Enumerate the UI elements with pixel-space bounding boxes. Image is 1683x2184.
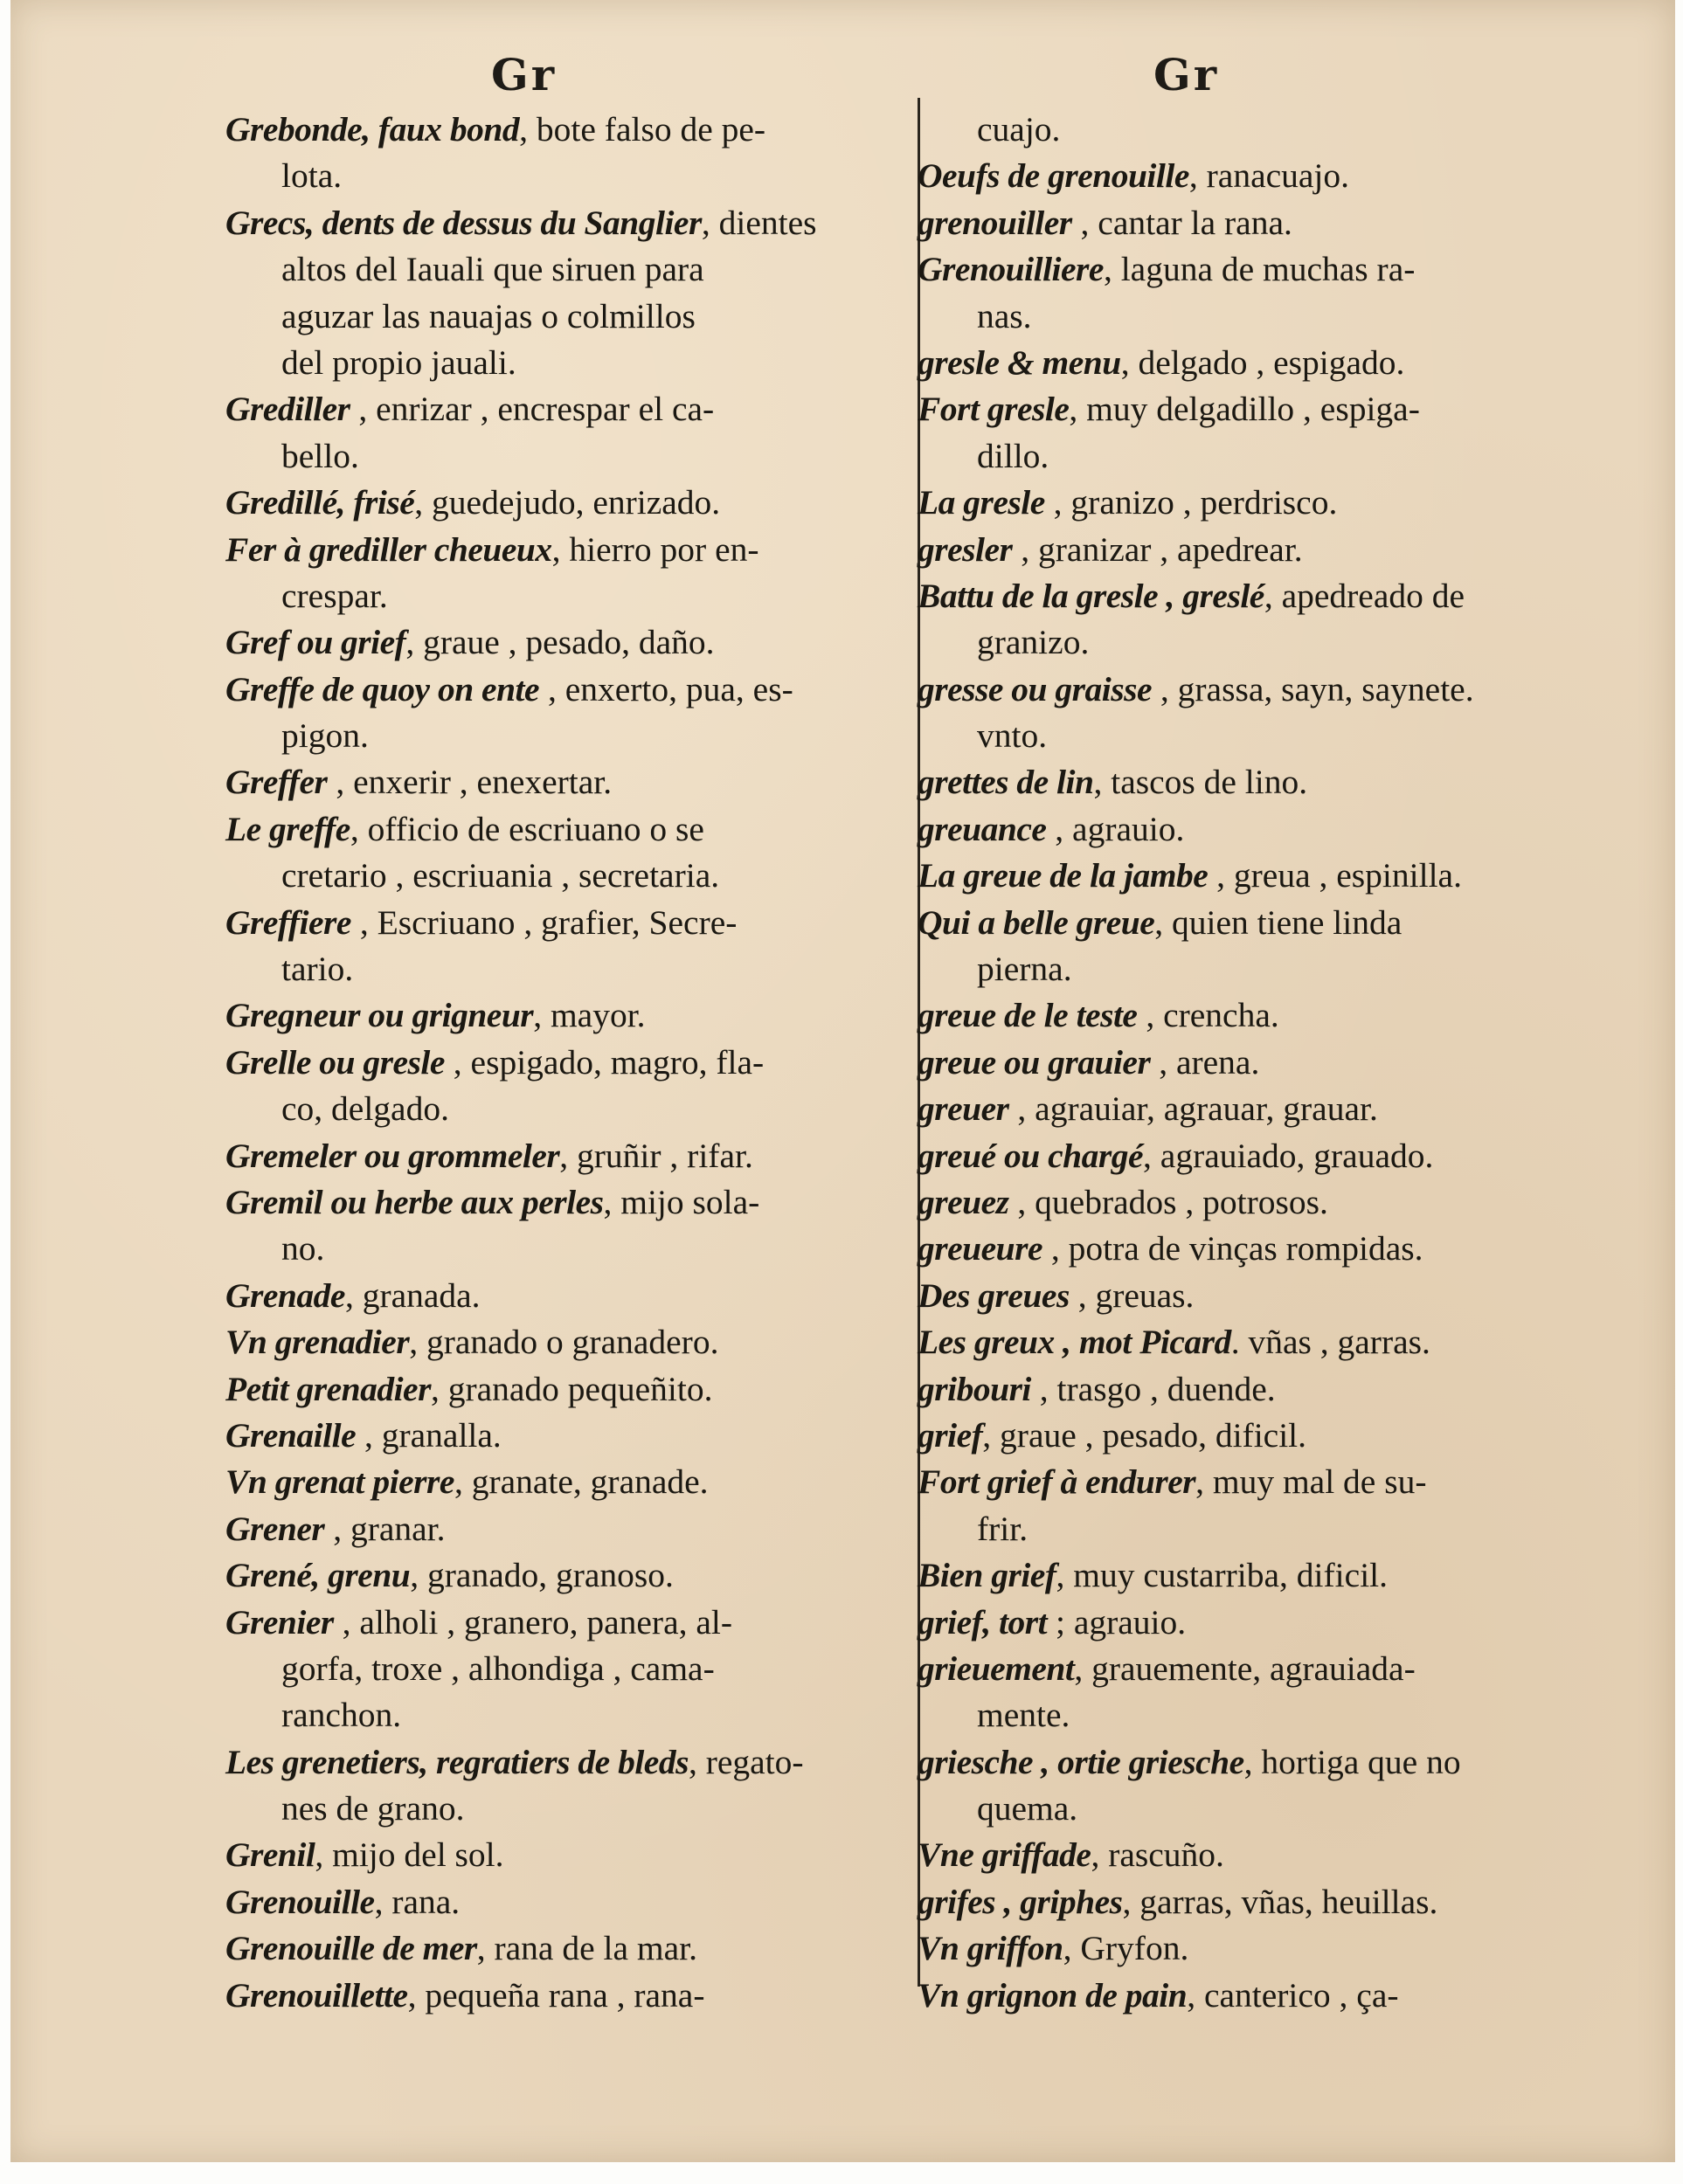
dictionary-line xyxy=(918,667,1627,713)
dictionary-line xyxy=(918,992,1627,1039)
headword: gresle & menu xyxy=(918,342,1121,382)
definition-text: cretario , escriuania , secretaria. xyxy=(281,856,720,895)
dictionary-line xyxy=(225,1879,900,1925)
definition-text: mente. xyxy=(977,1696,1070,1735)
dictionary-line xyxy=(918,1973,1627,2019)
definition-text: , granar. xyxy=(324,1509,446,1548)
definition-text: , bote falso de pe- xyxy=(519,110,766,149)
definition-text: , granado, granoso. xyxy=(410,1556,674,1595)
headword: Greffer xyxy=(225,763,328,802)
dictionary-line xyxy=(225,1040,900,1086)
dictionary-line xyxy=(918,340,1627,386)
dictionary-line xyxy=(918,153,1627,199)
dictionary-line xyxy=(225,294,900,340)
definition-text: , crencha. xyxy=(1137,996,1279,1035)
definition-text: , gruñir , rifar. xyxy=(559,1136,753,1175)
headword: Grenouilliere xyxy=(918,250,1104,289)
definition-text: , enrizar , encrespar el ca- xyxy=(350,390,715,429)
dictionary-line xyxy=(918,1366,1627,1413)
definition-text: , granizar , apedrear. xyxy=(1012,529,1303,569)
headword: Vn grignon de pain xyxy=(918,1975,1188,2015)
dictionary-line xyxy=(225,480,900,526)
definition-text: , mayor. xyxy=(533,996,646,1035)
definition-text: , graue , pesado, dificil. xyxy=(982,1415,1307,1455)
definition-text: , granate, granade. xyxy=(454,1462,709,1502)
dictionary-line xyxy=(225,1692,900,1738)
dictionary-line xyxy=(225,200,900,246)
dictionary-line xyxy=(918,1133,1627,1179)
headword: Bien grief xyxy=(918,1556,1056,1595)
dictionary-line xyxy=(225,1925,900,1972)
dictionary-line xyxy=(918,1086,1627,1132)
headword: greue ou grauier xyxy=(918,1042,1151,1082)
headword: greueure xyxy=(918,1229,1043,1268)
definition-text: , muy delgadillo , espiga- xyxy=(1069,390,1420,429)
dictionary-line xyxy=(225,1459,900,1505)
headword: Qui a belle greue xyxy=(918,902,1155,942)
definition-text: , canterico , ça- xyxy=(1187,1975,1399,2015)
dictionary-line xyxy=(918,946,1627,992)
definition-text: , muy mal de su- xyxy=(1195,1462,1427,1502)
definition-text: , greua , espinilla. xyxy=(1208,856,1462,895)
definition-text: pierna. xyxy=(977,950,1072,989)
headword: greue de le teste xyxy=(918,996,1138,1035)
dictionary-line xyxy=(225,853,900,899)
definition-text: , graue , pesado, daño. xyxy=(405,623,715,662)
dictionary-line xyxy=(225,1832,900,1878)
headword: Grecs, dents de dessus du Sanglier xyxy=(225,203,702,242)
definition-text: , Gryfon. xyxy=(1063,1929,1189,1968)
headword: greué ou chargé xyxy=(918,1136,1144,1175)
definition-text: , rascuño. xyxy=(1091,1835,1224,1875)
definition-text: quema. xyxy=(977,1789,1078,1828)
dictionary-line xyxy=(918,900,1627,946)
definition-text: , laguna de muchas ra- xyxy=(1103,250,1416,289)
dictionary-line xyxy=(225,1646,900,1692)
definition-text: , greuas. xyxy=(1069,1275,1195,1315)
headword: Fort gresle xyxy=(918,390,1070,429)
dictionary-line xyxy=(918,107,1627,153)
dictionary-line xyxy=(225,619,900,666)
headword: Grenouille de mer xyxy=(225,1929,477,1968)
dictionary-line xyxy=(918,480,1627,526)
headword: Grenil xyxy=(225,1835,315,1875)
dictionary-line xyxy=(918,200,1627,246)
dictionary-line xyxy=(225,1600,900,1646)
headword: Grenier xyxy=(225,1602,334,1641)
definition-text: , quebrados , potrosos. xyxy=(1008,1182,1328,1221)
headword: Gremil ou herbe aux perles xyxy=(225,1182,604,1221)
headword: Oeufs de grenouille xyxy=(918,156,1189,196)
dictionary-line xyxy=(225,667,900,713)
definition-text: , enxerto, pua, es- xyxy=(539,669,793,708)
headword: Vn grenat pierre xyxy=(225,1462,454,1502)
definition-text: , pequeña rana , rana- xyxy=(407,1975,705,2015)
dictionary-line xyxy=(918,1879,1627,1925)
dictionary-line xyxy=(225,946,900,992)
left-column xyxy=(225,107,900,2019)
definition-text: , agrauiar, agrauar, grauar. xyxy=(1008,1089,1378,1129)
headword: Des greues xyxy=(918,1275,1070,1315)
dictionary-line xyxy=(225,1506,900,1552)
headword: Grené, grenu xyxy=(225,1556,411,1595)
running-header-right: Gr xyxy=(1153,49,1220,100)
dictionary-line xyxy=(225,992,900,1039)
dictionary-line xyxy=(225,900,900,946)
dictionary-line xyxy=(918,1506,1627,1552)
dictionary-line xyxy=(918,1692,1627,1738)
definition-text: altos del Iauali que siruen para xyxy=(281,250,704,289)
definition-text: , enxerir , enexertar. xyxy=(327,763,613,802)
headword: Grenouillette xyxy=(225,1975,408,2015)
definition-text: nas. xyxy=(977,296,1032,335)
dictionary-line xyxy=(918,1459,1627,1505)
dictionary-line xyxy=(225,386,900,432)
definition-text: , rana. xyxy=(374,1882,461,1921)
dictionary-line xyxy=(918,1226,1627,1272)
definition-text: . vñas , garras. xyxy=(1230,1323,1430,1362)
definition-text: vnto. xyxy=(977,716,1048,756)
dictionary-line xyxy=(918,1832,1627,1878)
headword: Vn griffon xyxy=(918,1929,1063,1968)
dictionary-line xyxy=(918,1925,1627,1972)
definition-text: cuajo. xyxy=(977,110,1061,149)
headword: grief xyxy=(918,1415,983,1455)
headword: Grenaille xyxy=(225,1415,357,1455)
definition-text: , granizo , perdrisco. xyxy=(1044,483,1338,522)
dictionary-line xyxy=(918,294,1627,340)
headword: Grenouille xyxy=(225,1882,375,1921)
definition-text: , guedejudo, enrizado. xyxy=(414,483,721,522)
headword: Gredillé, frisé xyxy=(225,483,415,522)
dictionary-line xyxy=(918,853,1627,899)
headword: griesche , ortie griesche xyxy=(918,1742,1244,1781)
definition-text: frir. xyxy=(977,1509,1028,1548)
headword: Greffiere xyxy=(225,902,351,942)
dictionary-line xyxy=(225,1739,900,1786)
definition-text: aguzar las nauajas o colmillos xyxy=(281,296,696,335)
headword: grieuement xyxy=(918,1648,1075,1688)
definition-text: granizo. xyxy=(977,623,1090,662)
definition-text: no. xyxy=(281,1229,325,1268)
definition-text: , cantar la rana. xyxy=(1071,203,1292,242)
definition-text: gorfa, troxe , alhondiga , cama- xyxy=(281,1648,715,1688)
headword: La gresle xyxy=(918,483,1045,522)
headword: Vn grenadier xyxy=(225,1323,410,1362)
definition-text: co, delgado. xyxy=(281,1089,449,1129)
dictionary-line xyxy=(225,107,900,153)
definition-text: , grassa, sayn, saynete. xyxy=(1152,669,1474,708)
definition-text: , alholi , granero, panera, al- xyxy=(333,1602,733,1641)
headword: grettes de lin xyxy=(918,763,1094,802)
definition-text: , hortiga que no xyxy=(1243,1742,1461,1781)
headword: Grenade xyxy=(225,1275,345,1315)
definition-text: bello. xyxy=(281,436,359,475)
dictionary-line xyxy=(225,806,900,853)
definition-text: , granada. xyxy=(344,1275,481,1315)
dictionary-line xyxy=(225,1552,900,1599)
headword: La greue de la jambe xyxy=(918,856,1209,895)
book-page xyxy=(10,0,1675,2162)
dictionary-line xyxy=(225,573,900,619)
headword: greuez xyxy=(918,1182,1009,1221)
dictionary-line xyxy=(918,1179,1627,1226)
dictionary-line xyxy=(918,246,1627,293)
dictionary-line xyxy=(918,386,1627,432)
dictionary-line xyxy=(918,619,1627,666)
headword: gresse ou graisse xyxy=(918,669,1153,708)
dictionary-line xyxy=(225,1273,900,1319)
headword: grifes , griphes xyxy=(918,1882,1123,1921)
definition-text: del propio jauali. xyxy=(281,342,516,382)
definition-text: , apedreado de xyxy=(1264,576,1465,615)
definition-text: tario. xyxy=(281,950,354,989)
headword: Battu de la gresle , greslé xyxy=(918,576,1264,615)
dictionary-line xyxy=(225,340,900,386)
dictionary-line xyxy=(918,527,1627,573)
headword: gresler xyxy=(918,529,1013,569)
headword: Petit grenadier xyxy=(225,1369,431,1408)
dictionary-line xyxy=(918,1646,1627,1692)
headword: Grediller xyxy=(225,390,350,429)
headword: Les grenetiers, regratiers de bleds xyxy=(225,1742,689,1781)
definition-text: pigon. xyxy=(281,716,369,756)
definition-text: , mijo sola- xyxy=(603,1182,760,1221)
definition-text: , garras, vñas, heuillas. xyxy=(1122,1882,1438,1921)
definition-text: , agrauiado, grauado. xyxy=(1143,1136,1434,1175)
definition-text: , trasgo , duende. xyxy=(1030,1369,1276,1408)
dictionary-line xyxy=(918,573,1627,619)
definition-text: , dientes xyxy=(701,203,817,242)
definition-text: nes de grano. xyxy=(281,1789,465,1828)
dictionary-line xyxy=(918,806,1627,853)
dictionary-line xyxy=(225,1319,900,1365)
definition-text: , espigado, magro, fla- xyxy=(444,1042,765,1082)
headword: Gregneur ou grigneur xyxy=(225,996,534,1035)
headword: greuance xyxy=(918,809,1047,848)
definition-text: ; agrauio. xyxy=(1047,1602,1187,1641)
dictionary-line xyxy=(225,759,900,805)
dictionary-line xyxy=(918,1552,1627,1599)
definition-text: , rana de la mar. xyxy=(476,1929,697,1968)
definition-text: , muy custarriba, dificil. xyxy=(1056,1556,1389,1595)
definition-text: , Escriuano , grafier, Secre- xyxy=(350,902,738,942)
headword: grenouiller xyxy=(918,203,1072,242)
definition-text: , granado pequeñito. xyxy=(430,1369,713,1408)
dictionary-line xyxy=(918,1040,1627,1086)
right-column xyxy=(918,107,1627,2019)
definition-text: , granado o granadero. xyxy=(409,1323,719,1362)
definition-text: , officio de escriuano o se xyxy=(350,809,704,848)
dictionary-line xyxy=(225,713,900,759)
definition-text: lota. xyxy=(281,156,343,196)
definition-text: , grauemente, agrauiada- xyxy=(1074,1648,1416,1688)
definition-text: , regato- xyxy=(688,1742,804,1781)
dictionary-line xyxy=(225,1973,900,2019)
dictionary-line xyxy=(918,1786,1627,1832)
definition-text: , potra de vinças rompidas. xyxy=(1042,1229,1423,1268)
headword: Vne griffade xyxy=(918,1835,1091,1875)
definition-text: , ranacuajo. xyxy=(1188,156,1350,196)
definition-text: , delgado , espigado. xyxy=(1120,342,1405,382)
dictionary-line xyxy=(225,433,900,480)
definition-text: crespar. xyxy=(281,576,388,615)
definition-text: ranchon. xyxy=(281,1696,402,1735)
dictionary-line xyxy=(918,433,1627,480)
dictionary-line xyxy=(918,1739,1627,1786)
headword: Le greffe xyxy=(225,809,350,848)
headword: Fort grief à endurer xyxy=(918,1462,1196,1502)
definition-text: , agrauio. xyxy=(1046,809,1185,848)
definition-text: , mijo del sol. xyxy=(315,1835,504,1875)
definition-text: dillo. xyxy=(977,436,1049,475)
dictionary-line xyxy=(225,1179,900,1226)
headword: Gref ou grief xyxy=(225,623,406,662)
dictionary-line xyxy=(225,1133,900,1179)
headword: grief, tort xyxy=(918,1602,1048,1641)
headword: Les greux , mot Picard xyxy=(918,1323,1231,1362)
dictionary-line xyxy=(918,1413,1627,1459)
dictionary-line xyxy=(225,1366,900,1413)
headword: Grebonde, faux bond xyxy=(225,110,520,149)
running-header-left: Gr xyxy=(491,49,558,100)
dictionary-line xyxy=(225,1086,900,1132)
headword: Grelle ou gresle xyxy=(225,1042,445,1082)
dictionary-line xyxy=(918,713,1627,759)
headword: Fer à grediller cheueux xyxy=(225,529,552,569)
headword: Grener xyxy=(225,1509,325,1548)
headword: Gremeler ou grommeler xyxy=(225,1136,560,1175)
dictionary-line xyxy=(918,1600,1627,1646)
definition-text: , granalla. xyxy=(356,1415,502,1455)
dictionary-line xyxy=(918,1319,1627,1365)
dictionary-line xyxy=(225,527,900,573)
headword: greuer xyxy=(918,1089,1009,1129)
dictionary-line xyxy=(225,246,900,293)
dictionary-line xyxy=(225,1226,900,1272)
dictionary-line xyxy=(918,1273,1627,1319)
dictionary-line xyxy=(225,153,900,199)
headword: gribouri xyxy=(918,1369,1031,1408)
dictionary-line xyxy=(918,759,1627,805)
definition-text: , hierro por en- xyxy=(551,529,759,569)
headword: Greffe de quoy on ente xyxy=(225,669,540,708)
dictionary-line xyxy=(225,1786,900,1832)
definition-text: , arena. xyxy=(1150,1042,1260,1082)
definition-text: , quien tiene linda xyxy=(1154,902,1402,942)
definition-text: , tascos de lino. xyxy=(1093,763,1308,802)
dictionary-line xyxy=(225,1413,900,1459)
